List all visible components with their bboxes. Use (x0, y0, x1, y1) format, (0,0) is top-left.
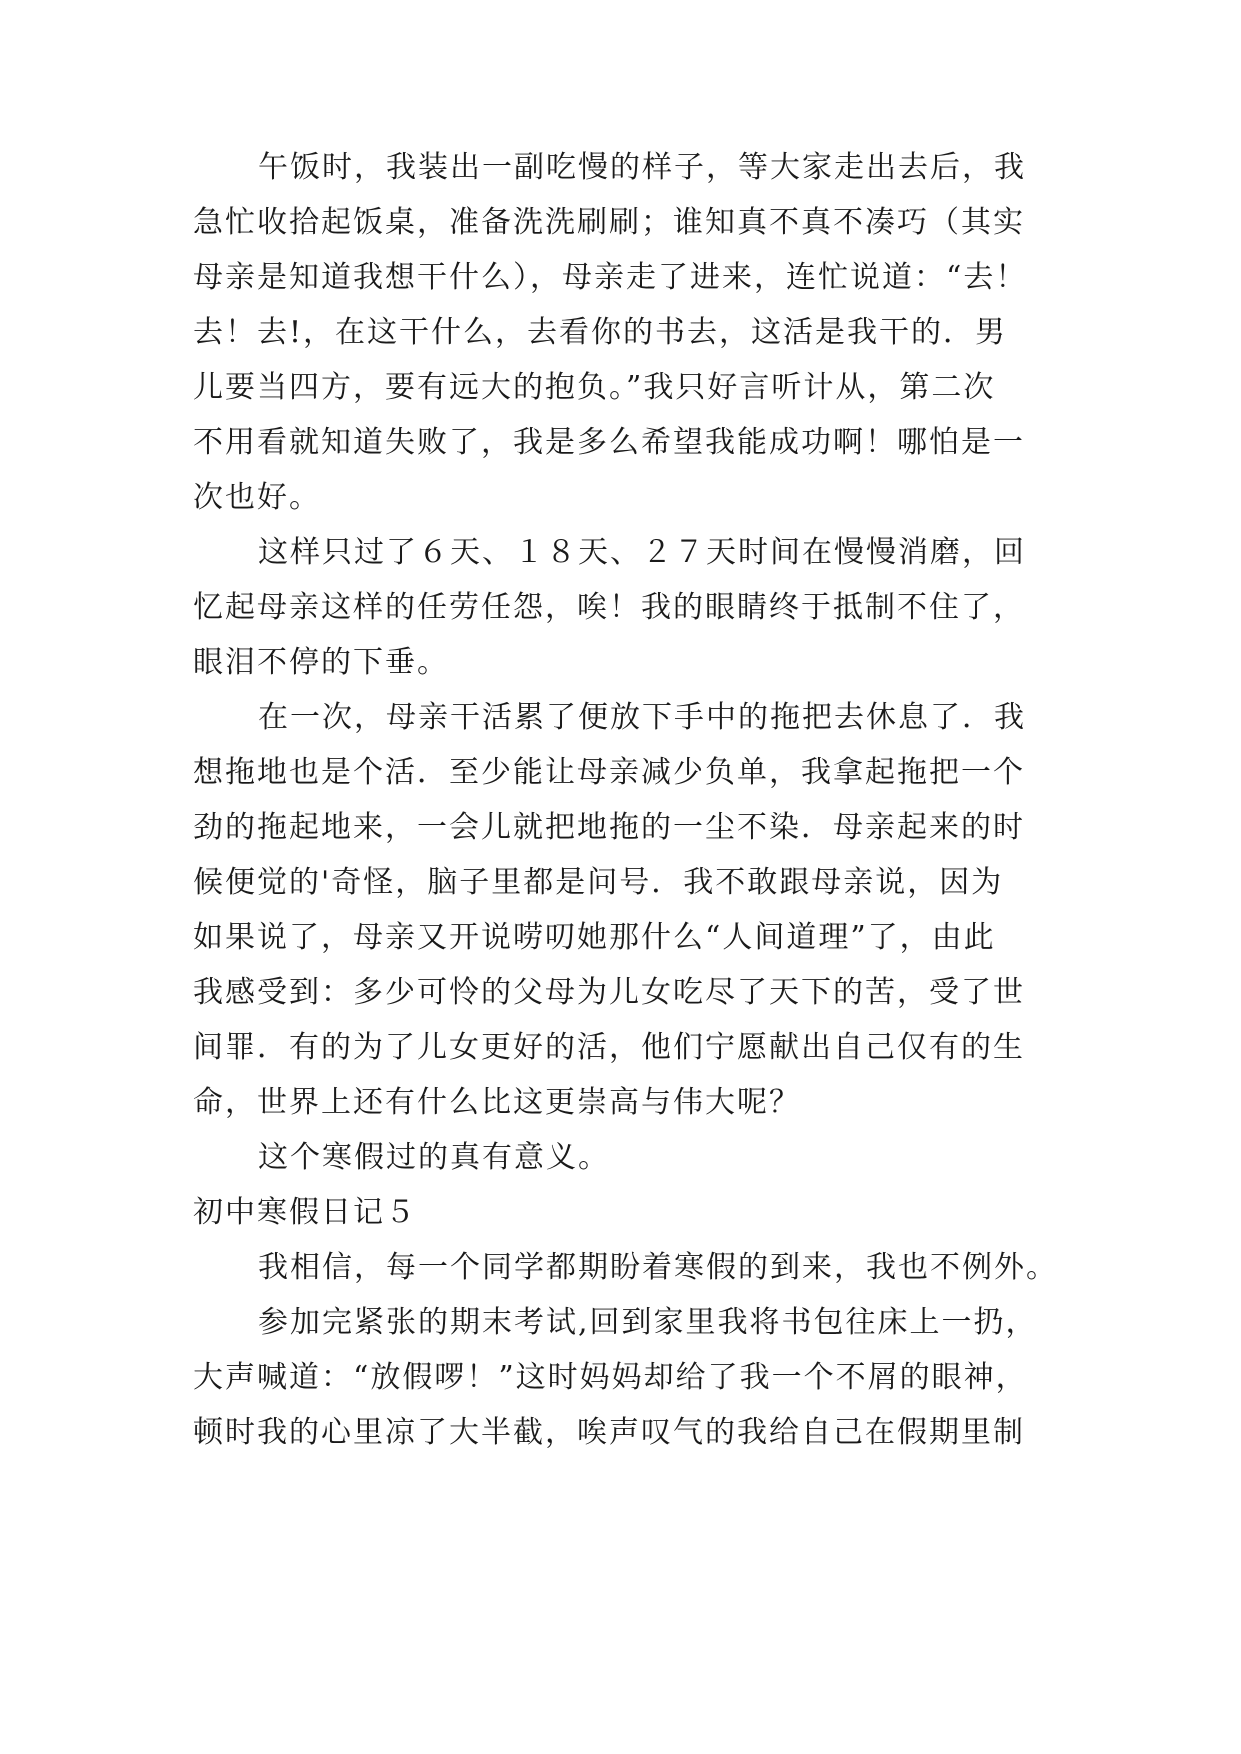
paragraph-line: 参加完紧张的期末考试,回到家里我将书包往床上一扔， (258, 1305, 1038, 1340)
paragraph-line: 在一次，母亲干活累了便放下手中的拖把去休息了．我 (258, 700, 1026, 735)
paragraph-line: 次也好。 (193, 480, 321, 515)
paragraph-line: 去！去!，在这干什么，去看你的书去，这活是我干的．男 (193, 315, 1008, 350)
paragraph-line: 母亲是知道我想干什么），母亲走了进来，连忙说道：“去！ (193, 260, 1028, 295)
paragraph-line: 候便觉的'奇怪，脑子里都是问号．我不敢跟母亲说，因为 (193, 865, 1004, 900)
paragraph-line: 眼泪不停的下垂。 (193, 645, 449, 680)
section-heading: 初中寒假日记５ (193, 1195, 417, 1230)
paragraph-line: 午饭时，我装出一副吃慢的样子，等大家走出去后，我 (258, 150, 1026, 185)
paragraph-line: 命，世界上还有什么比这更崇高与伟大呢？ (193, 1085, 801, 1120)
paragraph-line: 我感受到：多少可怜的父母为儿女吃尽了天下的苦，受了世 (193, 975, 1025, 1010)
paragraph-line: 儿要当四方，要有远大的抱负。”我只好言听计从，第二次 (193, 370, 996, 405)
paragraph-line: 我相信，每一个同学都期盼着寒假的到来，我也不例外。 (258, 1250, 1058, 1285)
paragraph-line: 这个寒假过的真有意义。 (258, 1140, 610, 1175)
paragraph-line: 不用看就知道失败了，我是多么希望我能成功啊！哪怕是一 (193, 425, 1025, 460)
paragraph-line: 急忙收拾起饭桌，准备洗洗刷刷；谁知真不真不凑巧（其实 (193, 205, 1025, 240)
paragraph-line: 间罪．有的为了儿女更好的活，他们宁愿献出自己仅有的生 (193, 1030, 1025, 1065)
paragraph-line: 顿时我的心里凉了大半截，唉声叹气的我给自己在假期里制 (193, 1415, 1025, 1450)
paragraph-line: 想拖地也是个活．至少能让母亲减少负单，我拿起拖把一个 (193, 755, 1025, 790)
paragraph-line: 劲的拖起地来，一会儿就把地拖的一尘不染．母亲起来的时 (193, 810, 1025, 845)
paragraph-line: 大声喊道：“放假啰！”这时妈妈却给了我一个不屑的眼神， (193, 1360, 1028, 1395)
paragraph-line: 忆起母亲这样的任劳任怨，唉！我的眼睛终于抵制不住了， (193, 590, 1025, 625)
paragraph-line: 如果说了，母亲又开说唠叨她那什么“人间道理”了，由此 (193, 920, 996, 955)
paragraph-line: 这样只过了６天、１８天、２７天时间在慢慢消磨，回 (258, 535, 1026, 570)
